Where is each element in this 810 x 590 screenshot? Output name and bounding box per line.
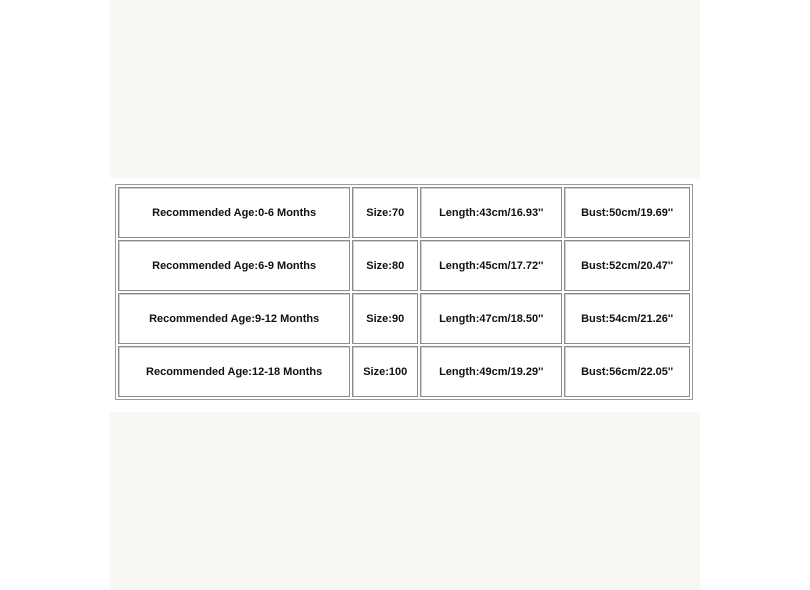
bust-cell: Bust:54cm/21.26'' — [564, 293, 690, 344]
table-row — [118, 346, 690, 397]
age-cell: Recommended Age:6-9 Months — [118, 240, 350, 291]
length-cell: Length:45cm/17.72'' — [420, 240, 562, 291]
size-chart-table — [115, 184, 693, 400]
bust-cell: Bust:56cm/22.05'' — [564, 346, 690, 397]
age-cell: Recommended Age:12-18 Months — [118, 346, 350, 397]
age-cell: Recommended Age:0-6 Months — [118, 187, 350, 238]
length-cell: Length:47cm/18.50'' — [420, 293, 562, 344]
bust-cell: Bust:52cm/20.47'' — [564, 240, 690, 291]
table-row — [118, 293, 690, 344]
age-cell: Recommended Age:9-12 Months — [118, 293, 350, 344]
bust-cell: Bust:50cm/19.69'' — [564, 187, 690, 238]
table-row — [118, 187, 690, 238]
size-cell: Size:90 — [352, 293, 418, 344]
table-row — [118, 240, 690, 291]
length-cell: Length:49cm/19.29'' — [420, 346, 562, 397]
length-cell: Length:43cm/16.93'' — [420, 187, 562, 238]
size-cell: Size:100 — [352, 346, 418, 397]
size-cell: Size:80 — [352, 240, 418, 291]
size-cell: Size:70 — [352, 187, 418, 238]
